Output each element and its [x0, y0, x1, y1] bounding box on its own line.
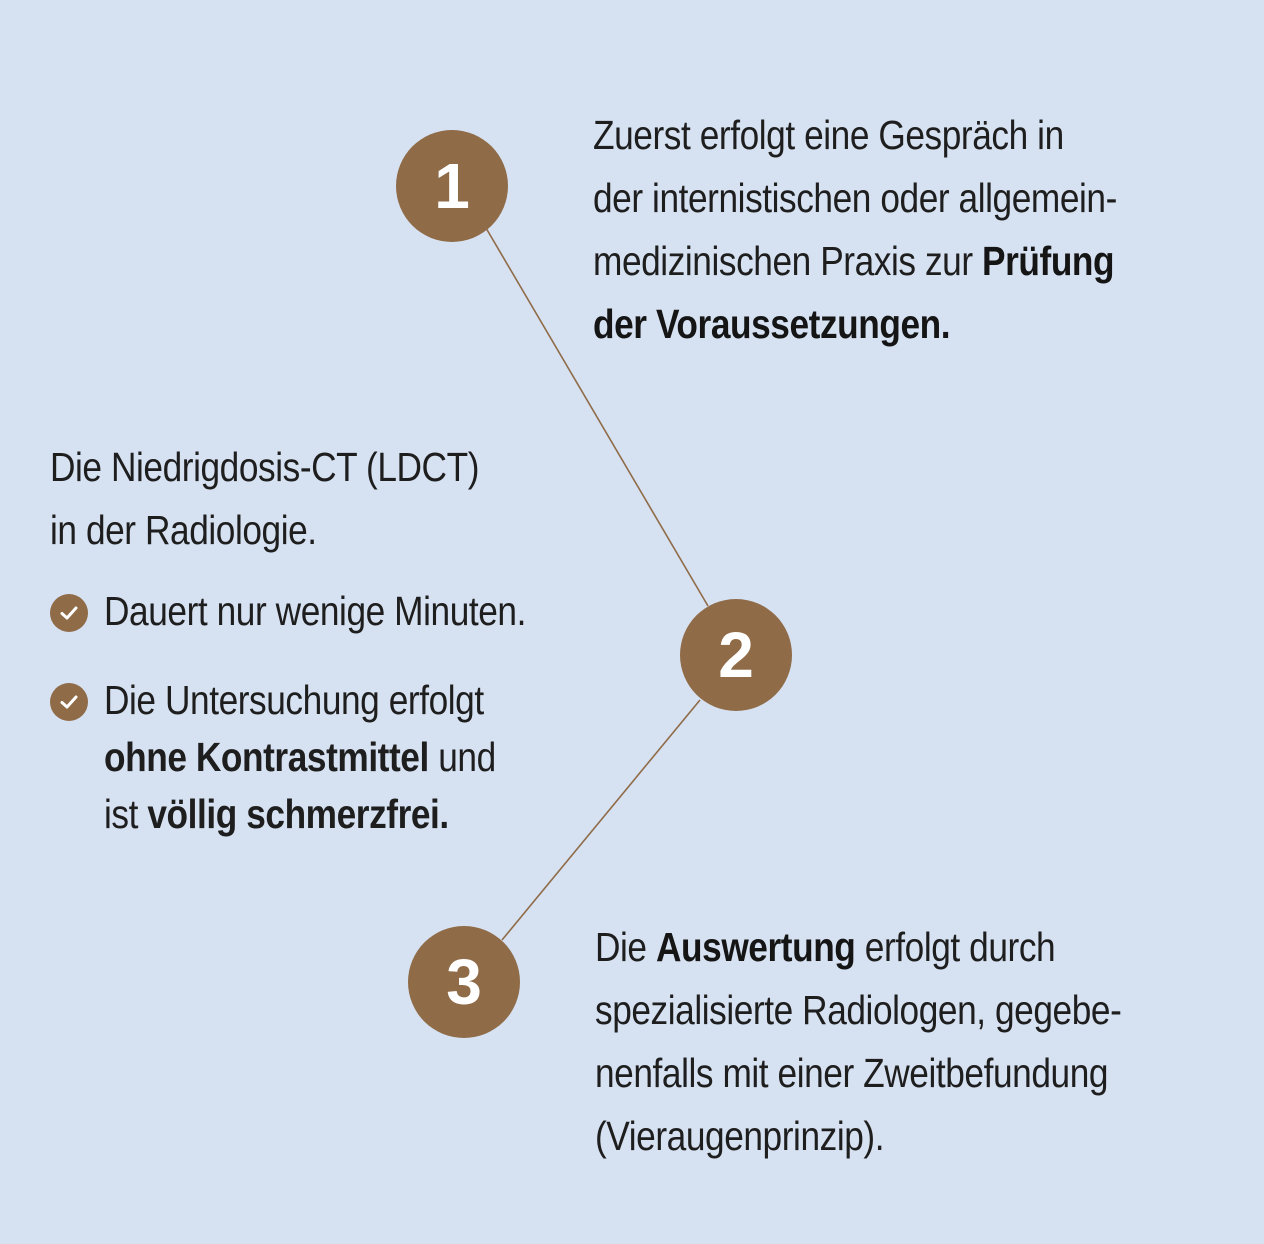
step-1-line-2: der internistischen oder allgemein-	[593, 175, 1117, 221]
step-2-intro-line-2: in der Radiologie.	[50, 507, 317, 553]
step-3-text-after: erfolgt durch	[855, 924, 1056, 970]
step-1-description	[593, 104, 1195, 356]
step-1-number: 1	[434, 150, 470, 222]
step-3-text-before: Die	[595, 924, 656, 970]
step-3-line-3: nenfalls mit einer Zweitbefundung	[595, 1050, 1109, 1096]
check-item-duration-text: Dauert nur wenige Minuten.	[104, 588, 526, 634]
step-3-line-4: (Vieraugenprinzip).	[595, 1113, 885, 1159]
procedure-bold-kontrastmittel: ohne Kontrastmittel	[104, 734, 429, 780]
step-1-line-3: medizinischen Praxis zur	[593, 238, 983, 284]
step-2-intro	[50, 436, 652, 562]
step-3-number: 3	[446, 946, 482, 1018]
check-circle-icon	[50, 683, 88, 721]
check-item-duration	[50, 588, 704, 640]
procedure-ist: ist	[104, 791, 148, 837]
step-3-line-2: spezialisierte Radiologen, gegebe-	[595, 987, 1122, 1033]
check-circle-icon	[50, 594, 88, 632]
step-3-badge	[408, 926, 520, 1038]
step-2-number: 2	[718, 619, 754, 691]
procedure-line-1: Die Untersuchung erfolgt	[104, 677, 484, 723]
procedure-and: und	[428, 734, 496, 780]
step-1-bold-voraussetzungen: der Voraussetzungen.	[593, 301, 951, 347]
check-item-procedure	[50, 677, 704, 843]
step-2-intro-line-1: Die Niedrigdosis-CT (LDCT)	[50, 444, 480, 490]
procedure-bold-schmerzfrei: völlig schmerzfrei.	[147, 791, 449, 837]
check-item-procedure-text	[104, 672, 620, 843]
step-3-bold-auswertung: Auswertung	[655, 924, 856, 970]
step-3-description	[595, 916, 1197, 1168]
step-1-line-1: Zuerst erfolgt eine Gespräch in	[593, 112, 1064, 158]
step-1-badge	[396, 130, 508, 242]
step-1-bold-pruefung: Prüfung	[982, 238, 1115, 284]
